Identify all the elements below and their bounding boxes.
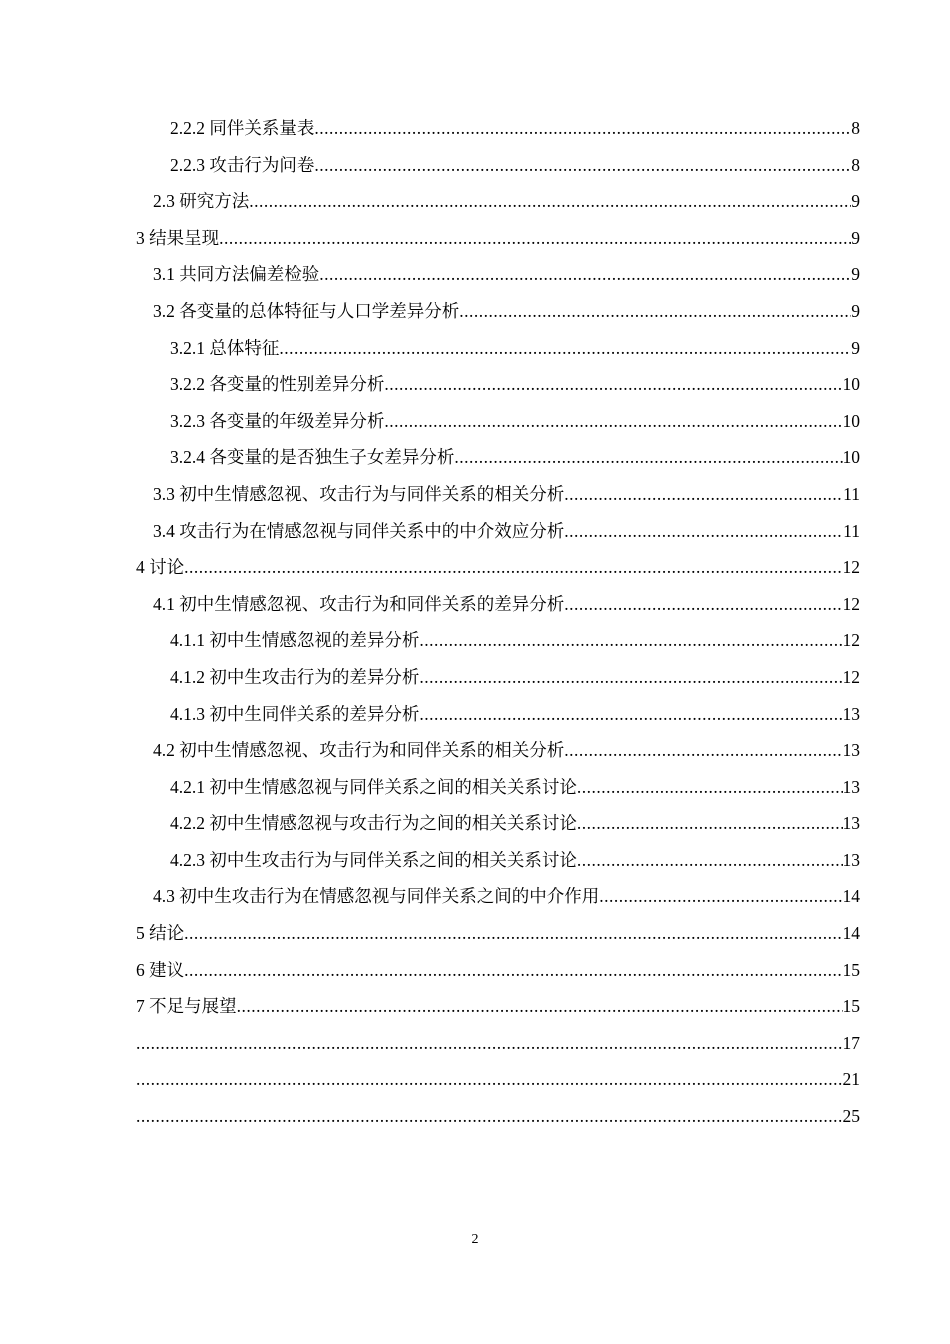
- toc-entry[interactable]: [136, 110, 860, 147]
- toc-entry-page: 10: [842, 374, 860, 395]
- toc-entry-title: 4.2 初中生情感忽视、攻击行为和同伴关系的相关分析: [153, 740, 565, 761]
- toc-entry-page: 13: [842, 740, 860, 761]
- toc-entry[interactable]: [136, 293, 860, 330]
- toc-entry-page: 25: [842, 1106, 860, 1127]
- toc-entry-page: 8: [851, 154, 860, 175]
- toc-entry[interactable]: [136, 988, 860, 1025]
- toc-entry-title: 7 不足与展望: [136, 996, 237, 1017]
- toc-entry[interactable]: [136, 366, 860, 403]
- toc-dot-leader: [564, 586, 842, 623]
- toc-dot-leader: [459, 293, 851, 330]
- toc-dot-leader: [564, 513, 843, 550]
- toc-entry[interactable]: [136, 147, 860, 184]
- toc-dot-leader: [384, 366, 842, 403]
- toc-entry-page: 13: [842, 813, 860, 834]
- toc-entry-page: 9: [851, 227, 860, 248]
- toc-entry-title: 4.2.3 初中生攻击行为与同伴关系之间的相关关系讨论: [170, 849, 577, 870]
- toc-entry-title: 3 结果呈现: [136, 227, 220, 248]
- toc-entry-title: 5 结论: [136, 923, 185, 944]
- page-number: 2: [471, 1232, 479, 1247]
- toc-entry[interactable]: [136, 622, 860, 659]
- toc-entry-title: 3.4 攻击行为在情感忽视与同伴关系中的中介效应分析: [153, 520, 565, 541]
- toc-entry[interactable]: [136, 403, 860, 440]
- toc-dot-leader: [577, 805, 843, 842]
- toc-entry-page: 10: [842, 410, 860, 431]
- toc-entry[interactable]: [136, 842, 860, 879]
- toc-dot-leader: [219, 220, 851, 257]
- toc-entry[interactable]: [136, 549, 860, 586]
- toc-dot-leader: [314, 110, 851, 147]
- toc-entry-title: 4.1.2 初中生攻击行为的差异分析: [170, 666, 420, 687]
- toc-entry[interactable]: [136, 586, 860, 623]
- toc-entry-page: 14: [842, 923, 860, 944]
- toc-entry[interactable]: [136, 476, 860, 513]
- toc-dot-leader: [564, 732, 842, 769]
- toc-dot-leader: [419, 696, 842, 733]
- toc-entry[interactable]: [136, 805, 860, 842]
- toc-entry-title: 3.2.2 各变量的性别差异分析: [170, 374, 385, 395]
- toc-entry-title: 3.2.4 各变量的是否独生子女差异分析: [170, 447, 455, 468]
- toc-entry-title: 3.3 初中生情感忽视、攻击行为与同伴关系的相关分析: [153, 483, 565, 504]
- toc-entry-title: 3.2.3 各变量的年级差异分析: [170, 410, 385, 431]
- toc-entry-page: 12: [842, 593, 860, 614]
- toc-entry-page: 12: [842, 557, 860, 578]
- toc-dot-leader: [184, 952, 842, 989]
- toc-dot-leader: [279, 330, 851, 367]
- toc-entry[interactable]: [136, 439, 860, 476]
- toc-dot-leader: [314, 147, 851, 184]
- toc-entry-page: 9: [851, 191, 860, 212]
- toc-entry-page: 17: [842, 1032, 860, 1053]
- toc-entry[interactable]: [136, 183, 860, 220]
- toc-entry[interactable]: [136, 769, 860, 806]
- toc-entry-title: 6 建议: [136, 959, 185, 980]
- toc-dot-leader: [237, 988, 843, 1025]
- toc-entry[interactable]: [136, 696, 860, 733]
- toc-entry[interactable]: [136, 513, 860, 550]
- toc-entry[interactable]: [136, 1098, 860, 1135]
- toc-entry-page: 15: [842, 996, 860, 1017]
- toc-entry[interactable]: [136, 330, 860, 367]
- toc-dot-leader: [384, 403, 842, 440]
- toc-dot-leader: [577, 769, 843, 806]
- toc-entry-title: 3.1 共同方法偏差检验: [153, 264, 320, 285]
- toc-entry-title: 4 讨论: [136, 557, 185, 578]
- toc-entry-page: 12: [842, 630, 860, 651]
- toc-entry-page: 13: [842, 849, 860, 870]
- toc-dot-leader: [564, 476, 843, 513]
- toc-entry-page: 12: [842, 666, 860, 687]
- toc-entry-title: 3.2 各变量的总体特征与人口学差异分析: [153, 300, 460, 321]
- toc-entry-page: 11: [843, 483, 860, 504]
- toc-entry[interactable]: [136, 220, 860, 257]
- toc-entry[interactable]: [136, 915, 860, 952]
- toc-entry-page: 15: [842, 959, 860, 980]
- toc-entry-page: 14: [842, 886, 860, 907]
- toc-entry-title: 2.3 研究方法: [153, 191, 250, 212]
- toc-entry-title: 2.2.3 攻击行为问卷: [170, 154, 315, 175]
- toc-dot-leader: [577, 842, 843, 879]
- toc-entry-page: 8: [851, 118, 860, 138]
- toc-dot-leader: [249, 183, 851, 220]
- toc-entry[interactable]: [136, 1025, 860, 1062]
- toc-entry-title: 4.1.3 初中生同伴关系的差异分析: [170, 703, 420, 724]
- toc-dot-leader: [599, 878, 842, 915]
- toc-entry-title: 4.1.1 初中生情感忽视的差异分析: [170, 630, 420, 651]
- toc-entry-page: 11: [843, 520, 860, 541]
- toc-dot-leader: [136, 1098, 843, 1135]
- toc-entry-page: 9: [851, 337, 860, 358]
- toc-entry-title: 4.1 初中生情感忽视、攻击行为和同伴关系的差异分析: [153, 593, 565, 614]
- table-of-contents: [136, 110, 860, 1135]
- toc-dot-leader: [184, 549, 842, 586]
- toc-entry-page: 9: [851, 300, 860, 321]
- toc-entry[interactable]: [136, 732, 860, 769]
- toc-dot-leader: [136, 1025, 843, 1062]
- toc-entry[interactable]: [136, 878, 860, 915]
- toc-entry-title: 4.2.1 初中生情感忽视与同伴关系之间的相关关系讨论: [170, 776, 577, 797]
- toc-entry-page: 10: [842, 447, 860, 468]
- toc-entry-title: 2.2.2 同伴关系量表: [170, 118, 315, 138]
- toc-entry-title: 3.2.1 总体特征: [170, 337, 280, 358]
- toc-entry-title: 4.2.2 初中生情感忽视与攻击行为之间的相关关系讨论: [170, 813, 577, 834]
- toc-dot-leader: [419, 659, 842, 696]
- toc-entry[interactable]: [136, 952, 860, 989]
- toc-dot-leader: [184, 915, 842, 952]
- toc-entry[interactable]: [136, 659, 860, 696]
- toc-entry-title: 4.3 初中生攻击行为在情感忽视与同伴关系之间的中介作用: [153, 886, 600, 907]
- toc-dot-leader: [319, 256, 851, 293]
- toc-entry[interactable]: [136, 1061, 860, 1098]
- toc-entry-page: 13: [842, 776, 860, 797]
- toc-entry-page: 13: [842, 703, 860, 724]
- toc-entry-page: 21: [842, 1069, 860, 1090]
- toc-entry[interactable]: [136, 256, 860, 293]
- toc-dot-leader: [419, 622, 842, 659]
- toc-dot-leader: [136, 1061, 843, 1098]
- toc-entry-page: 9: [851, 264, 860, 285]
- toc-dot-leader: [454, 439, 842, 476]
